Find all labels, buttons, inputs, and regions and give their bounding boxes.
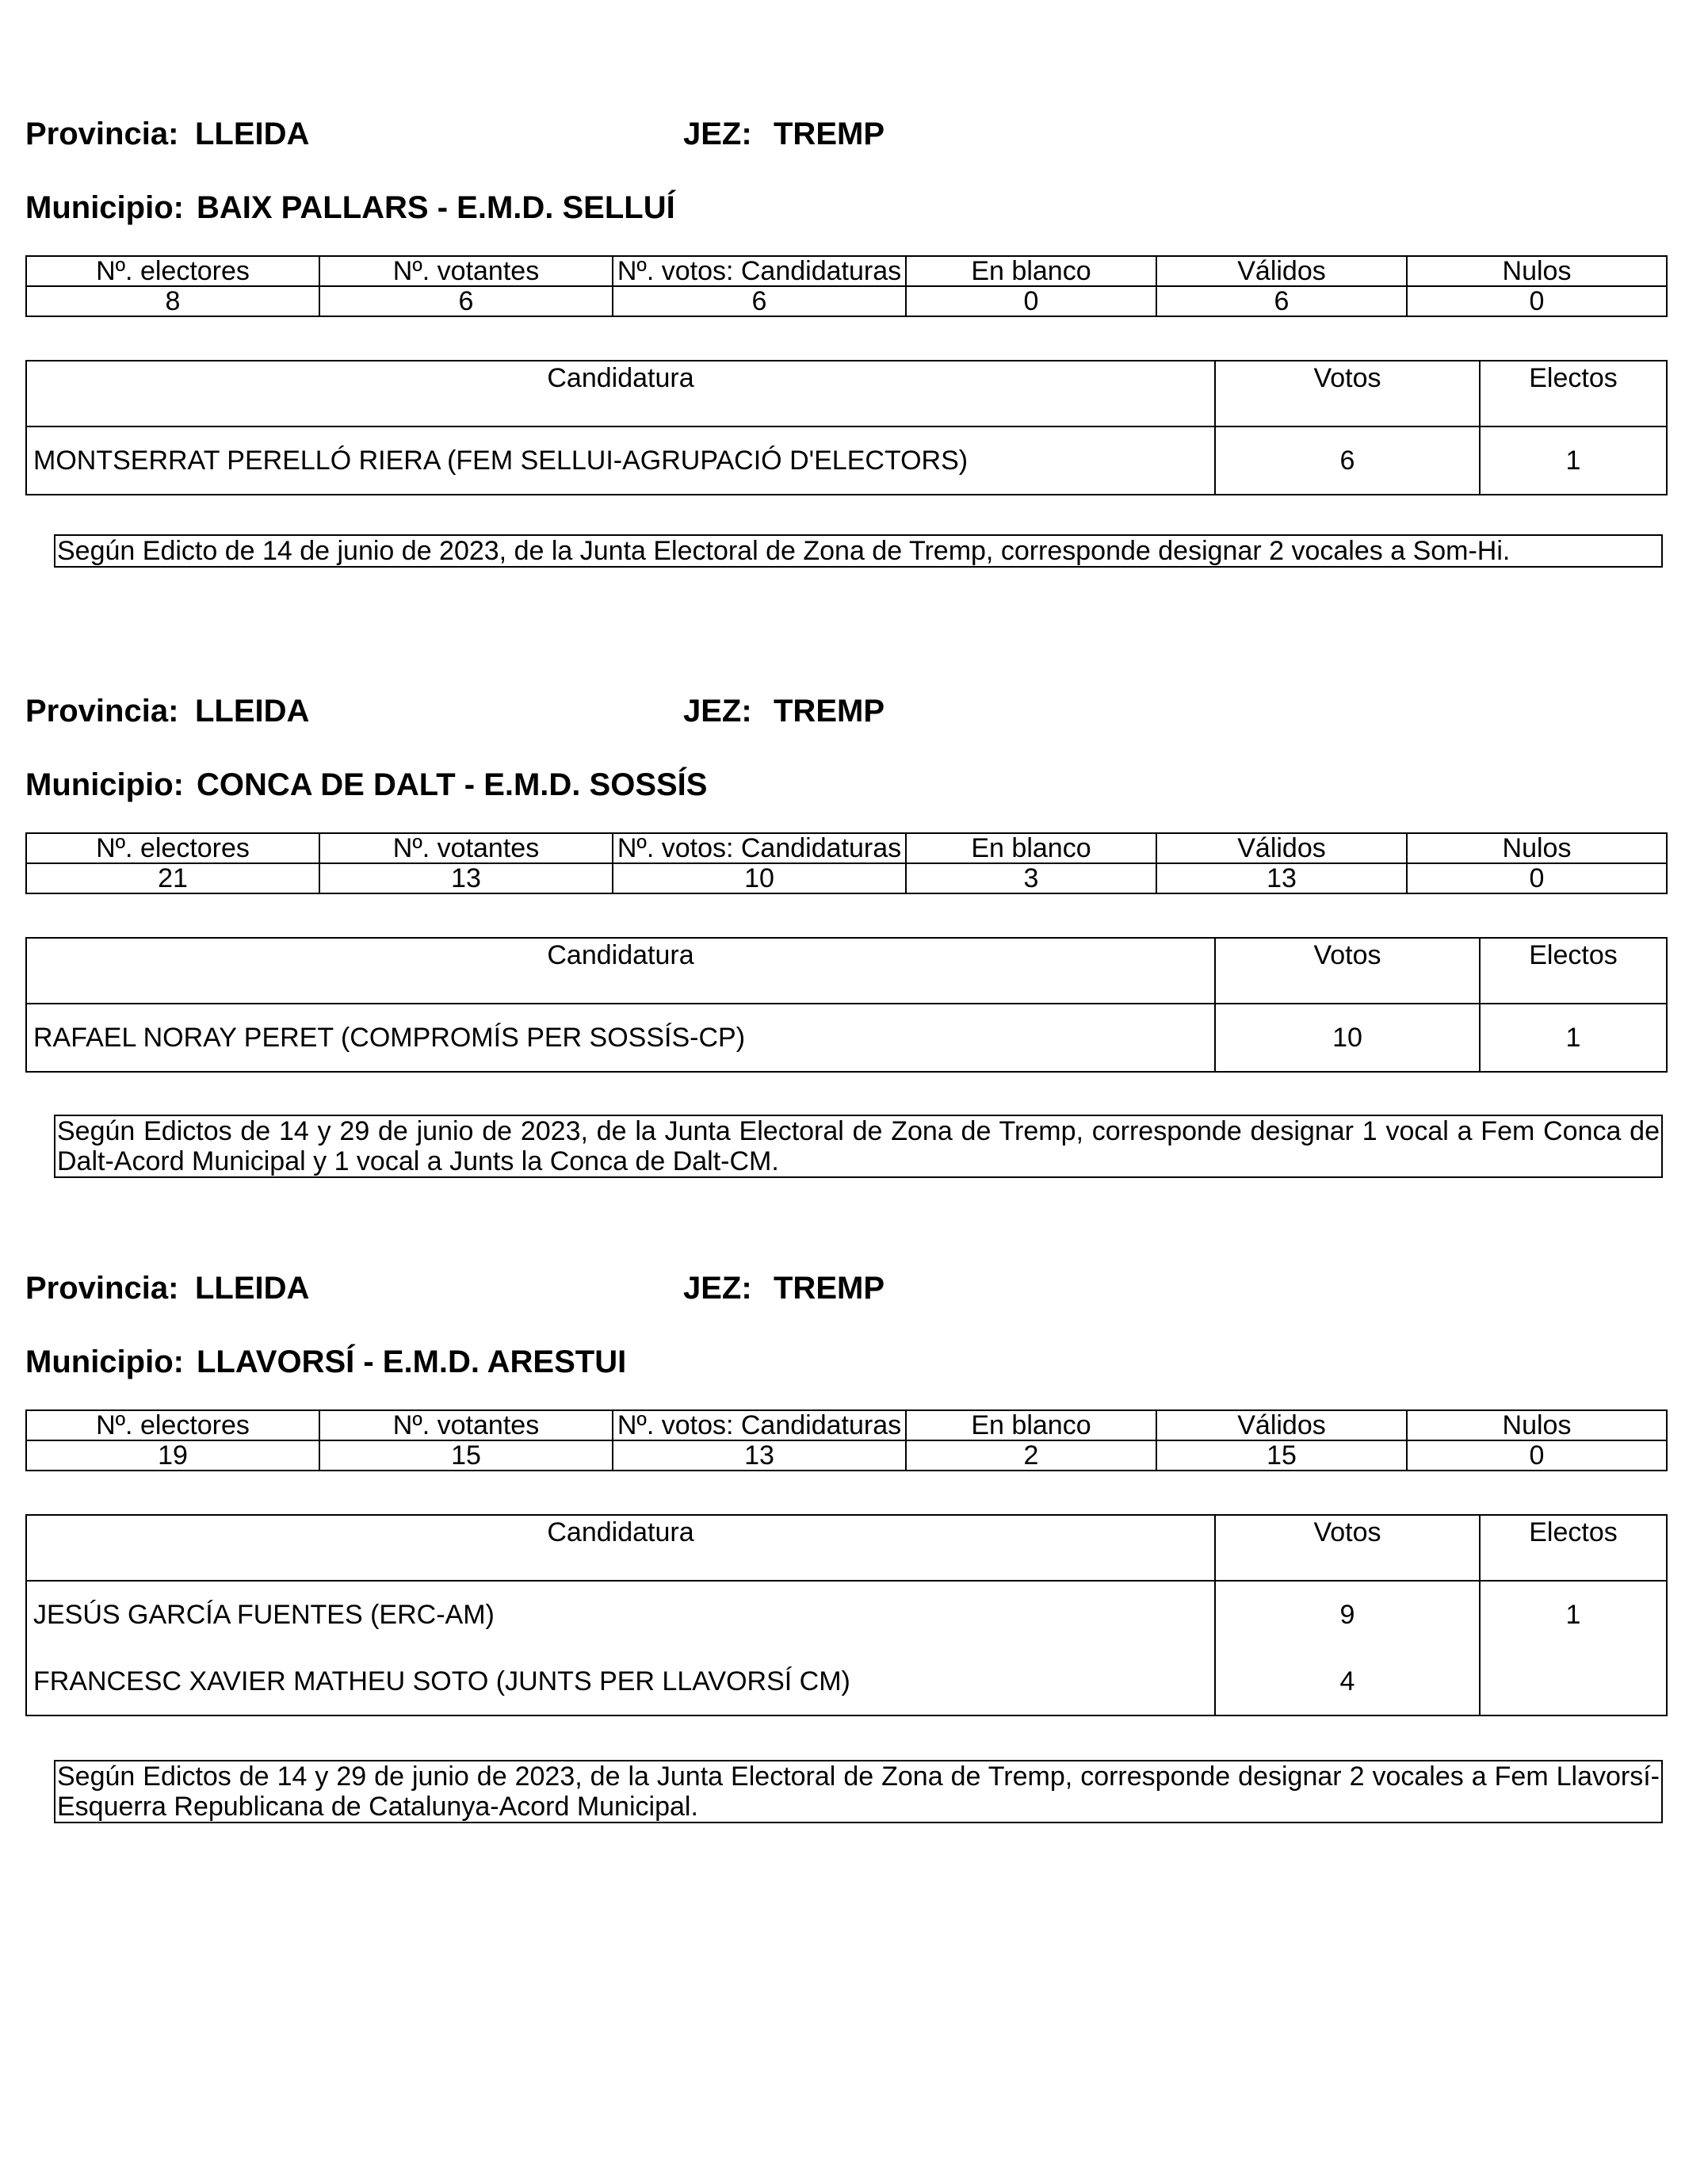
municipio-value: CONCA DE DALT - E.M.D. SOSSÍS	[197, 767, 708, 802]
candidates-table	[25, 937, 1668, 1073]
stats-value: 21	[26, 863, 319, 893]
stats-header: Nº. votantes	[319, 256, 613, 286]
stats-header-row	[26, 1410, 1667, 1440]
candidate-row	[26, 1004, 1667, 1072]
stats-header: Nº. votantes	[319, 833, 613, 863]
provincia-value: LLEIDA	[195, 1271, 310, 1306]
provincia-label: Provincia:	[25, 694, 179, 729]
edict-note: Según Edicto de 14 de junio de 2023, de la Junta Electoral de Zona de Tremp, corresponde designar 2 vocales a Som-Hi.	[54, 534, 1663, 568]
candidate-electos	[1480, 1648, 1667, 1715]
candidate-electos: 1	[1480, 1581, 1667, 1648]
edict-note: Según Edictos de 14 y 29 de junio de 2023, de la Junta Electoral de Zona de Tremp, corresponde designar 1 vocal a Fem Conca de Dalt-Acord Municipal y 1 vocal a Junts la Conca de Dalt-CM.	[54, 1115, 1663, 1178]
jez-label: JEZ:	[683, 1271, 752, 1306]
stats-header: Nº. votos: Candidaturas	[613, 1410, 906, 1440]
stats-header: Nulos	[1407, 1410, 1667, 1440]
municipio-label: Municipio:	[25, 190, 184, 225]
candidate-name: MONTSERRAT PERELLÓ RIERA (FEM SELLUI-AGRUPACIÓ D'ELECTORS)	[26, 426, 1215, 495]
edict-note: Según Edictos de 14 y 29 de junio de 2023, de la Junta Electoral de Zona de Tremp, corresponde designar 2 vocales a Fem Llavorsí-Esquerra Republicana de Catalunya-Acord Municipal.	[54, 1760, 1663, 1823]
votos-header: Votos	[1215, 361, 1480, 426]
stats-header: Nº. electores	[26, 833, 319, 863]
stats-header-row	[26, 833, 1667, 863]
stats-table	[25, 255, 1668, 317]
candidates-header-row	[26, 938, 1667, 1004]
jez-label: JEZ:	[683, 117, 752, 151]
stats-value: 13	[319, 863, 613, 893]
electos-header: Electos	[1480, 1515, 1667, 1581]
candidate-name: RAFAEL NORAY PERET (COMPROMÍS PER SOSSÍS-CP)	[26, 1004, 1215, 1072]
stats-header: Nº. votantes	[319, 1410, 613, 1440]
candidate-votos: 10	[1215, 1004, 1480, 1072]
votos-header: Votos	[1215, 938, 1480, 1004]
stats-value: 6	[1156, 286, 1407, 316]
provincia-label: Provincia:	[25, 1271, 179, 1306]
candidates-header-row	[26, 361, 1667, 426]
stats-value: 19	[26, 1440, 319, 1471]
stats-value: 2	[906, 1440, 1156, 1471]
stats-value: 0	[1407, 863, 1667, 893]
stats-value: 13	[613, 1440, 906, 1471]
candidatura-header: Candidatura	[26, 361, 1215, 426]
candidate-electos: 1	[1480, 426, 1667, 495]
municipio-value: LLAVORSÍ - E.M.D. ARESTUI	[197, 1344, 627, 1379]
stats-value-row	[26, 1440, 1667, 1471]
municipio-value: BAIX PALLARS - E.M.D. SELLUÍ	[197, 190, 675, 225]
stats-header: Nulos	[1407, 833, 1667, 863]
provincia-value: LLEIDA	[195, 117, 310, 151]
stats-header: En blanco	[906, 833, 1156, 863]
stats-header: Nº. electores	[26, 256, 319, 286]
stats-value: 6	[319, 286, 613, 316]
electos-header: Electos	[1480, 938, 1667, 1004]
provincia-value: LLEIDA	[195, 694, 310, 729]
stats-value: 0	[1407, 286, 1667, 316]
stats-table	[25, 1409, 1668, 1471]
candidatura-header: Candidatura	[26, 1515, 1215, 1581]
municipio-label: Municipio:	[25, 1344, 184, 1379]
municipality-block	[0, 0, 1685, 587]
candidate-votos: 9	[1215, 1581, 1480, 1648]
stats-header: Nulos	[1407, 256, 1667, 286]
candidate-row	[26, 1581, 1667, 1648]
stats-value-row	[26, 286, 1667, 316]
stats-value-row	[26, 863, 1667, 893]
jez-value: TREMP	[774, 1271, 885, 1306]
stats-header: Válidos	[1156, 1410, 1407, 1440]
candidate-row	[26, 426, 1667, 495]
stats-value: 13	[1156, 863, 1407, 893]
candidates-table	[25, 1514, 1668, 1716]
stats-header: En blanco	[906, 256, 1156, 286]
jez-value: TREMP	[774, 694, 885, 729]
stats-value: 0	[906, 286, 1156, 316]
municipality-block	[0, 577, 1685, 1176]
stats-value: 3	[906, 863, 1156, 893]
candidate-name: JESÚS GARCÍA FUENTES (ERC-AM)	[26, 1581, 1215, 1648]
stats-header: En blanco	[906, 1410, 1156, 1440]
stats-header: Válidos	[1156, 256, 1407, 286]
municipio-label: Municipio:	[25, 767, 184, 802]
candidates-table	[25, 360, 1668, 495]
electos-header: Electos	[1480, 361, 1667, 426]
stats-value: 8	[26, 286, 319, 316]
candidates-header-row	[26, 1515, 1667, 1581]
stats-header: Nº. votos: Candidaturas	[613, 833, 906, 863]
candidate-row	[26, 1648, 1667, 1715]
candidatura-header: Candidatura	[26, 938, 1215, 1004]
candidate-name: FRANCESC XAVIER MATHEU SOTO (JUNTS PER LLAVORSÍ CM)	[26, 1648, 1215, 1715]
stats-value: 15	[319, 1440, 613, 1471]
candidate-votos: 4	[1215, 1648, 1480, 1715]
jez-label: JEZ:	[683, 694, 752, 729]
stats-header: Válidos	[1156, 833, 1407, 863]
stats-value: 6	[613, 286, 906, 316]
stats-value: 0	[1407, 1440, 1667, 1471]
stats-header: Nº. electores	[26, 1410, 319, 1440]
stats-value: 15	[1156, 1440, 1407, 1471]
candidate-votos: 6	[1215, 426, 1480, 495]
stats-value: 10	[613, 863, 906, 893]
provincia-label: Provincia:	[25, 117, 179, 151]
stats-table	[25, 832, 1668, 894]
candidate-electos: 1	[1480, 1004, 1667, 1072]
jez-value: TREMP	[774, 117, 885, 151]
municipality-block	[0, 1154, 1685, 1868]
votos-header: Votos	[1215, 1515, 1480, 1581]
stats-header: Nº. votos: Candidaturas	[613, 256, 906, 286]
stats-header-row	[26, 256, 1667, 286]
